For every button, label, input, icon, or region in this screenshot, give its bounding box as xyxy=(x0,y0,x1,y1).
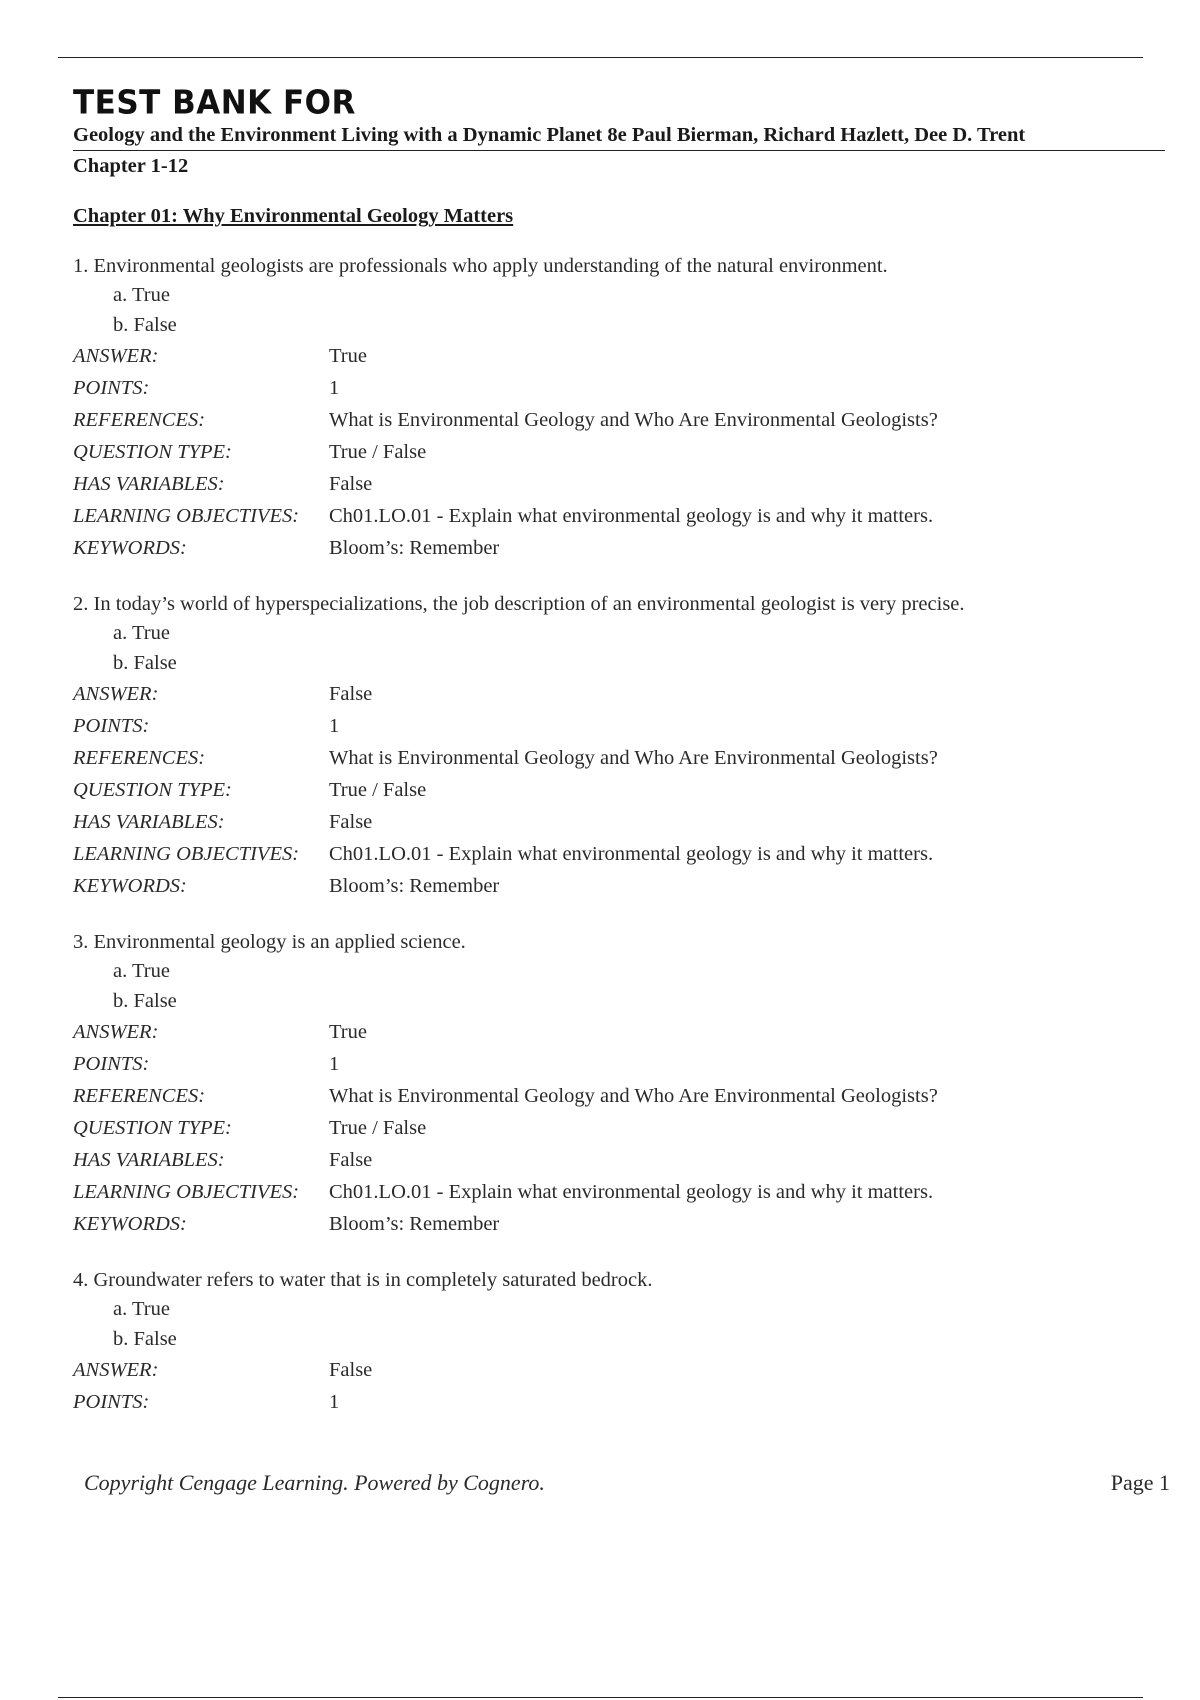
references-row xyxy=(73,404,1153,436)
keywords-value: Bloom’s: Remember xyxy=(329,875,500,897)
learning-objectives-label: LEARNING OBJECTIVES: xyxy=(73,505,300,527)
learning-objectives-value: Ch01.LO.01 - Explain what environmental geology is and why it matters. xyxy=(329,505,934,527)
answer-value: True xyxy=(329,1021,367,1043)
question-type-label: QUESTION TYPE: xyxy=(73,1117,232,1139)
points-value: 1 xyxy=(329,715,340,737)
references-value: What is Environmental Geology and Who Are Environmental Geologists? xyxy=(329,1085,938,1107)
has-variables-row xyxy=(73,1144,1153,1176)
points-row xyxy=(73,372,1153,404)
points-label: POINTS: xyxy=(73,715,150,737)
references-label: REFERENCES: xyxy=(73,409,206,431)
has-variables-label: HAS VARIABLES: xyxy=(73,811,225,833)
book-title: Geology and the Environment Living with a Dynamic Planet 8e Paul Bierman, Richard Hazlett, Dee D. Trent xyxy=(73,122,1165,151)
copyright-footer: Copyright Cengage Learning. Powered by Cognero. xyxy=(84,1470,545,1495)
document-header xyxy=(73,82,1165,181)
learning-objectives-row xyxy=(73,500,1153,532)
document-title: TEST BANK FOR xyxy=(73,84,356,122)
points-label: POINTS: xyxy=(73,1391,150,1413)
answer-row xyxy=(73,1354,1153,1386)
has-variables-value: False xyxy=(329,1149,373,1171)
question-type-value: True / False xyxy=(329,441,427,463)
references-value: What is Environmental Geology and Who Are Environmental Geologists? xyxy=(329,409,938,431)
has-variables-label: HAS VARIABLES: xyxy=(73,473,225,495)
question-type-label: QUESTION TYPE: xyxy=(73,441,232,463)
learning-objectives-value: Ch01.LO.01 - Explain what environmental geology is and why it matters. xyxy=(329,843,934,865)
option-false: b. False xyxy=(113,1328,177,1350)
document-body xyxy=(73,202,1153,1444)
has-variables-value: False xyxy=(329,811,373,833)
option-true: a. True xyxy=(113,622,170,644)
points-row xyxy=(73,1048,1153,1080)
has-variables-label: HAS VARIABLES: xyxy=(73,1149,225,1171)
question-type-row xyxy=(73,774,1153,806)
learning-objectives-row xyxy=(73,838,1153,870)
keywords-row xyxy=(73,532,1153,564)
points-label: POINTS: xyxy=(73,377,150,399)
keywords-value: Bloom’s: Remember xyxy=(329,537,500,559)
references-row xyxy=(73,1080,1153,1112)
learning-objectives-row xyxy=(73,1176,1153,1208)
keywords-label: KEYWORDS: xyxy=(73,537,187,559)
answer-value: False xyxy=(329,1359,373,1381)
page-number: Page 1 xyxy=(1110,1470,1170,1495)
section-heading: Chapter 01: Why Environmental Geology Matters xyxy=(73,205,514,227)
has-variables-row xyxy=(73,806,1153,838)
question-type-value: True / False xyxy=(329,1117,427,1139)
answer-row xyxy=(73,678,1153,710)
option-true: a. True xyxy=(113,1298,170,1320)
bottom-rule xyxy=(58,1697,1143,1698)
answer-label: ANSWER: xyxy=(73,683,159,705)
learning-objectives-value: Ch01.LO.01 - Explain what environmental geology is and why it matters. xyxy=(329,1181,934,1203)
option-false: b. False xyxy=(113,990,177,1012)
references-label: REFERENCES: xyxy=(73,1085,206,1107)
question-text: 4. Groundwater refers to water that is in completely saturated bedrock. xyxy=(73,1269,653,1291)
references-row xyxy=(73,742,1153,774)
question-4 xyxy=(73,1266,1153,1418)
keywords-label: KEYWORDS: xyxy=(73,1213,187,1235)
question-type-row xyxy=(73,1112,1153,1144)
keywords-row xyxy=(73,1208,1153,1240)
answer-label: ANSWER: xyxy=(73,345,159,367)
question-text: 1. Environmental geologists are professionals who apply understanding of the natural environment. xyxy=(73,255,888,277)
option-true: a. True xyxy=(113,960,170,982)
question-type-label: QUESTION TYPE: xyxy=(73,779,232,801)
references-value: What is Environmental Geology and Who Are Environmental Geologists? xyxy=(329,747,938,769)
answer-label: ANSWER: xyxy=(73,1359,159,1381)
question-text: 3. Environmental geology is an applied science. xyxy=(73,931,466,953)
points-row xyxy=(73,1386,1153,1418)
learning-objectives-label: LEARNING OBJECTIVES: xyxy=(73,1181,300,1203)
option-true: a. True xyxy=(113,284,170,306)
question-1 xyxy=(73,252,1153,564)
question-type-row xyxy=(73,436,1153,468)
learning-objectives-label: LEARNING OBJECTIVES: xyxy=(73,843,300,865)
points-value: 1 xyxy=(329,1053,340,1075)
keywords-row xyxy=(73,870,1153,902)
question-text: 2. In today’s world of hyperspecializations, the job description of an environmental geologist is very precise. xyxy=(73,593,965,615)
answer-value: True xyxy=(329,345,367,367)
keywords-label: KEYWORDS: xyxy=(73,875,187,897)
answer-value: False xyxy=(329,683,373,705)
points-row xyxy=(73,710,1153,742)
answer-label: ANSWER: xyxy=(73,1021,159,1043)
points-value: 1 xyxy=(329,377,340,399)
chapter-range: Chapter 1-12 xyxy=(73,155,189,177)
answer-row xyxy=(73,340,1153,372)
question-3 xyxy=(73,928,1153,1240)
points-label: POINTS: xyxy=(73,1053,150,1075)
question-2 xyxy=(73,590,1153,902)
question-type-value: True / False xyxy=(329,779,427,801)
points-value: 1 xyxy=(329,1391,340,1413)
option-false: b. False xyxy=(113,652,177,674)
option-false: b. False xyxy=(113,314,177,336)
keywords-value: Bloom’s: Remember xyxy=(329,1213,500,1235)
has-variables-value: False xyxy=(329,473,373,495)
top-rule xyxy=(58,57,1143,58)
references-label: REFERENCES: xyxy=(73,747,206,769)
has-variables-row xyxy=(73,468,1153,500)
answer-row xyxy=(73,1016,1153,1048)
